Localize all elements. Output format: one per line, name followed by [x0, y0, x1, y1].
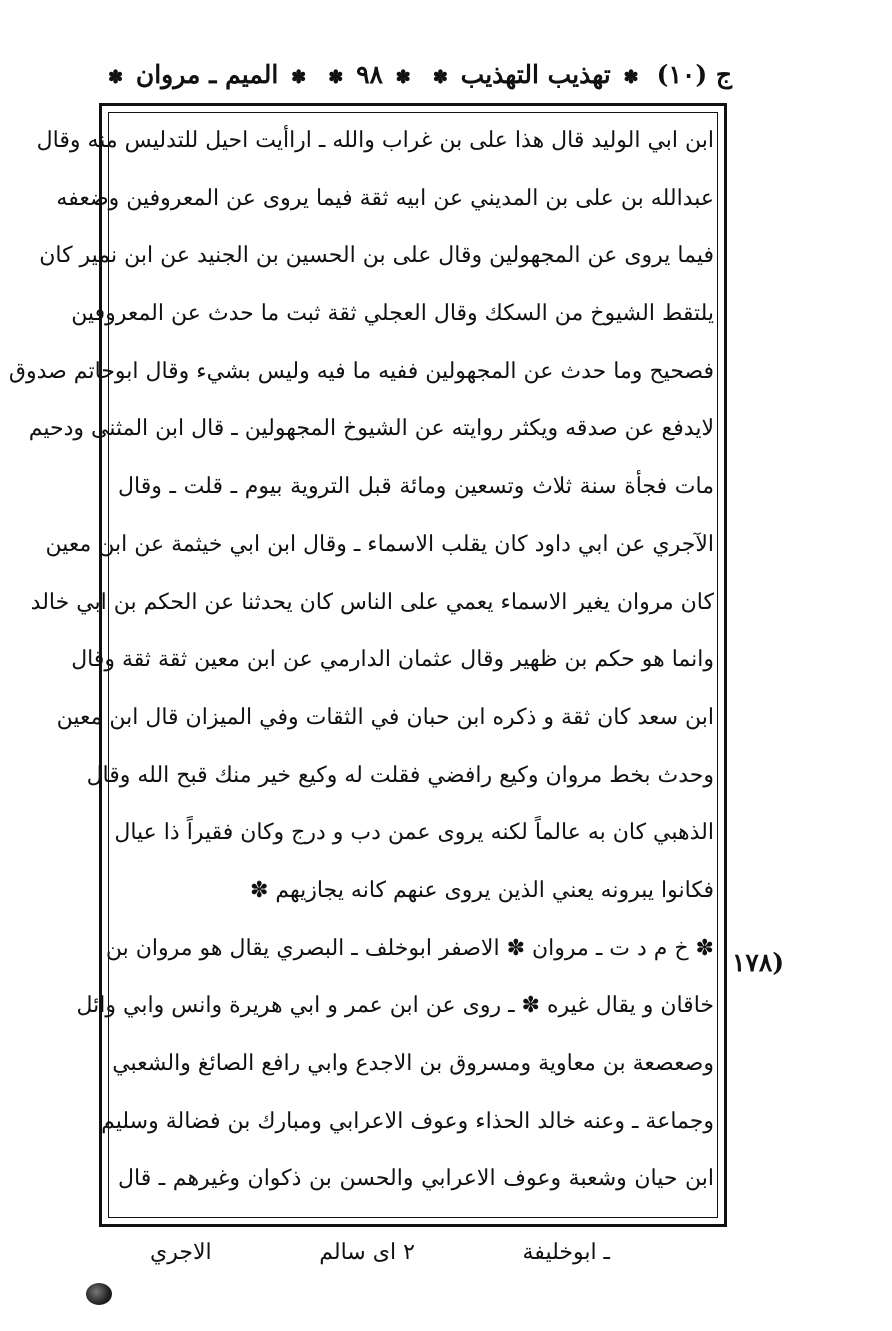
footnote-2: ٢ ای سالم — [319, 1240, 415, 1265]
text-line: فيما يروى عن المجهولين وقال على بن الحسين بن الجنيد عن ابن نمير كان — [39, 243, 714, 269]
page-number: ٩٨ — [356, 59, 383, 89]
book-title-group — [429, 60, 643, 89]
text-line: ابن حيان وشعبة وعوف الاعرابي والحسن بن ذكوان وغيرهم ـ قال — [118, 1166, 714, 1192]
text-line: فكانوا يبرونه يعني الذين يروى عنهم كانه يجازيهم ✽ — [249, 877, 714, 903]
star-ornament-icon: ✽ — [291, 66, 307, 88]
library-stamp-icon — [86, 1283, 112, 1305]
star-ornament-icon: ✽ — [432, 66, 448, 88]
text-line: لايدفع عن صدقه ويكثر روايته عن الشيوخ المجهولين ـ قال ابن المثنى ودحيم — [28, 416, 714, 442]
text-line: ابن ابي الوليد قال هذا على بن غراب والله ـ اراأيت احيل للتدليس منه وقال — [36, 128, 714, 153]
text-line: كان مروان يغير الاسماء يعمي على الناس كان يحدثنا عن الحكم بن ابي خالد — [30, 589, 714, 615]
text-line: وجماعة ـ وعنه خالد الحذاء وعوف الاعرابي ومبارك بن فضالة وسليم — [101, 1108, 714, 1134]
star-ornament-icon: ✽ — [623, 66, 639, 88]
text-line: مات فجأة سنة ثلاث وتسعين ومائة قبل التروية بيوم ـ قلت ـ وقال — [118, 474, 714, 500]
text-line: وحدث بخط مروان وكيع رافضي فقلت له وكيع خير منك قبح الله وقال — [86, 762, 714, 788]
star-ornament-icon: ✽ — [108, 66, 124, 88]
running-header — [104, 52, 732, 96]
text-line: فصحيح وما حدث عن المجهولين ففيه ما فيه وليس بشيء وقال ابوحاتم صدوق — [8, 358, 714, 384]
page-number-group — [324, 60, 414, 89]
star-ornament-icon: ✽ — [395, 66, 411, 88]
text-line: الذهبي كان به عالماً لكنه يروى عمن دب و درج وكان فقيراً ذا عيال — [114, 820, 714, 846]
text-line: وصعصعة بن معاوية ومسروق بن الاجدع وابي رافع الصائغ والشعبي — [112, 1051, 714, 1076]
text-line: خاقان و يقال غيره ✽ ـ روى عن ابن عمر و ابي هريرة وانس وابي وائل — [76, 993, 714, 1019]
entry-number: ١٧٨) — [732, 948, 785, 977]
footnote-3: الاجري — [150, 1240, 212, 1265]
section-label: الميم ـ مروان — [135, 59, 279, 89]
star-ornament-icon: ✽ — [328, 66, 344, 88]
entry-heading-line: ✽ خ م د ت ـ مروان ✽ الاصفر ابوخلف ـ البصري يقال هو مروان بن — [105, 935, 714, 961]
text-line: يلتقط الشيوخ من السكك وقال العجلي ثقة ثبت ما حدث عن المعروفين — [71, 301, 714, 327]
footnote-1: ـ ابوخليفة — [522, 1240, 610, 1265]
text-line: الآجري عن ابي داود كان يقلب الاسماء ـ وقال ابن ابي خيثمة عن ابن معين — [45, 531, 714, 557]
text-line: ابن سعد كان ثقة و ذكره ابن حبان في الثقات وفي الميزان قال ابن معين — [56, 704, 714, 730]
footnotes — [150, 1240, 610, 1265]
text-line: وانما هو حكم بن ظهير وقال عثمان الدارمي عن ابن معين ثقة ثقة وقال — [71, 647, 714, 673]
book-title: تهذيب التهذيب — [460, 59, 611, 89]
volume-label: ج (١٠) — [656, 59, 732, 89]
text-line: عبدالله بن على بن المديني عن ابيه ثقة فيما يروى عن المعروفين وضعفه — [56, 185, 714, 211]
body-text — [8, 112, 714, 1208]
section-group — [104, 60, 310, 89]
